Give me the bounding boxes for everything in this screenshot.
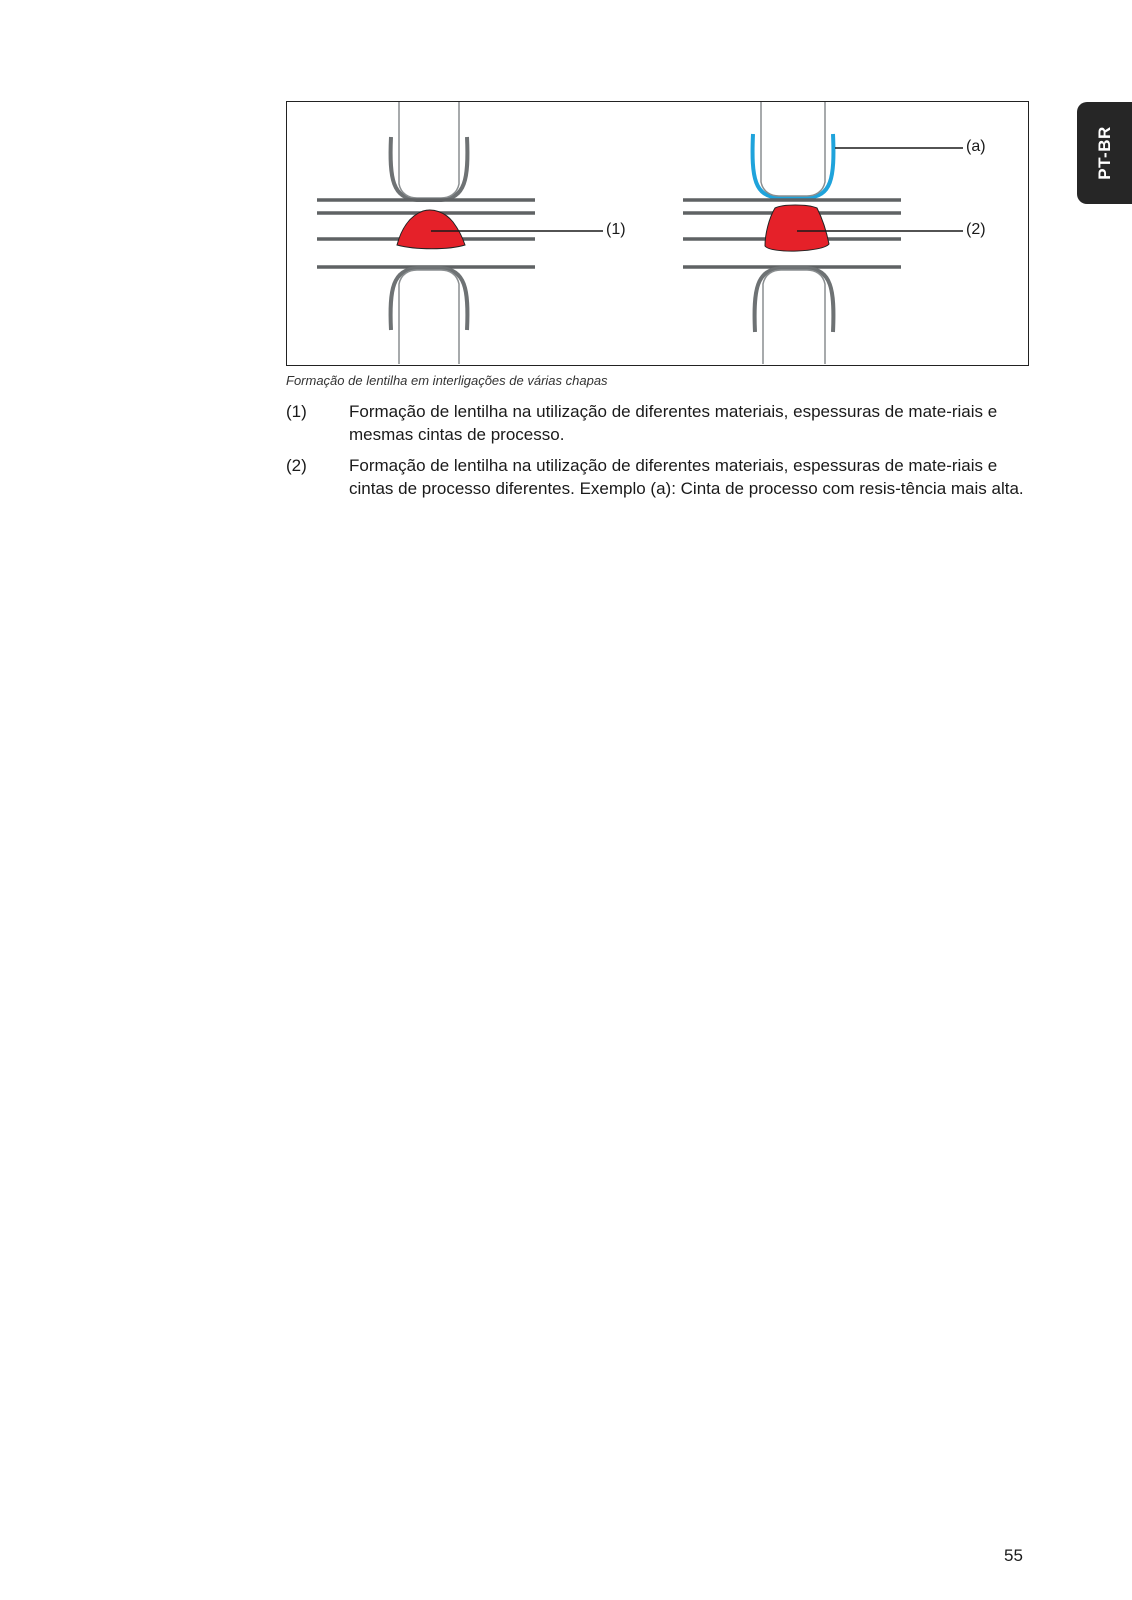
left-upper-electrode-inner <box>399 102 459 198</box>
label-1: (1) <box>606 221 626 238</box>
legend-item-text: Formação de lentilha na utilização de diferentes materiais, espessuras de mate-riais e cintas de processo diferentes. Exemplo (a): Cinta de processo com resis-tência mais alta. <box>349 456 1024 498</box>
language-tab[interactable] <box>1077 102 1132 204</box>
nugget-formation-figure <box>286 101 1029 366</box>
right-assembly <box>683 102 963 364</box>
legend-list <box>286 400 1031 508</box>
label-a: (a) <box>966 138 986 155</box>
right-lower-electrode-inner <box>763 270 825 364</box>
legend-item-1 <box>286 400 1031 446</box>
right-upper-electrode <box>753 134 834 198</box>
language-tab-label: PT-BR <box>1094 126 1114 180</box>
left-assembly <box>317 102 603 364</box>
right-nugget <box>765 205 829 251</box>
right-upper-electrode-inner <box>761 102 825 196</box>
label-2: (2) <box>966 221 986 238</box>
left-nugget <box>397 210 465 249</box>
legend-item-number: (1) <box>286 402 307 421</box>
left-lower-electrode-inner <box>399 270 459 364</box>
figure-drawing <box>287 102 1027 364</box>
legend-item-number: (2) <box>286 456 307 475</box>
legend-item-2 <box>286 454 1031 500</box>
page-number: 55 <box>1004 1546 1023 1565</box>
figure-caption: Formação de lentilha em interligações de várias chapas <box>286 373 608 388</box>
legend-item-text: Formação de lentilha na utilização de diferentes materiais, espessuras de mate-riais e mesmas cintas de processo. <box>349 402 998 444</box>
